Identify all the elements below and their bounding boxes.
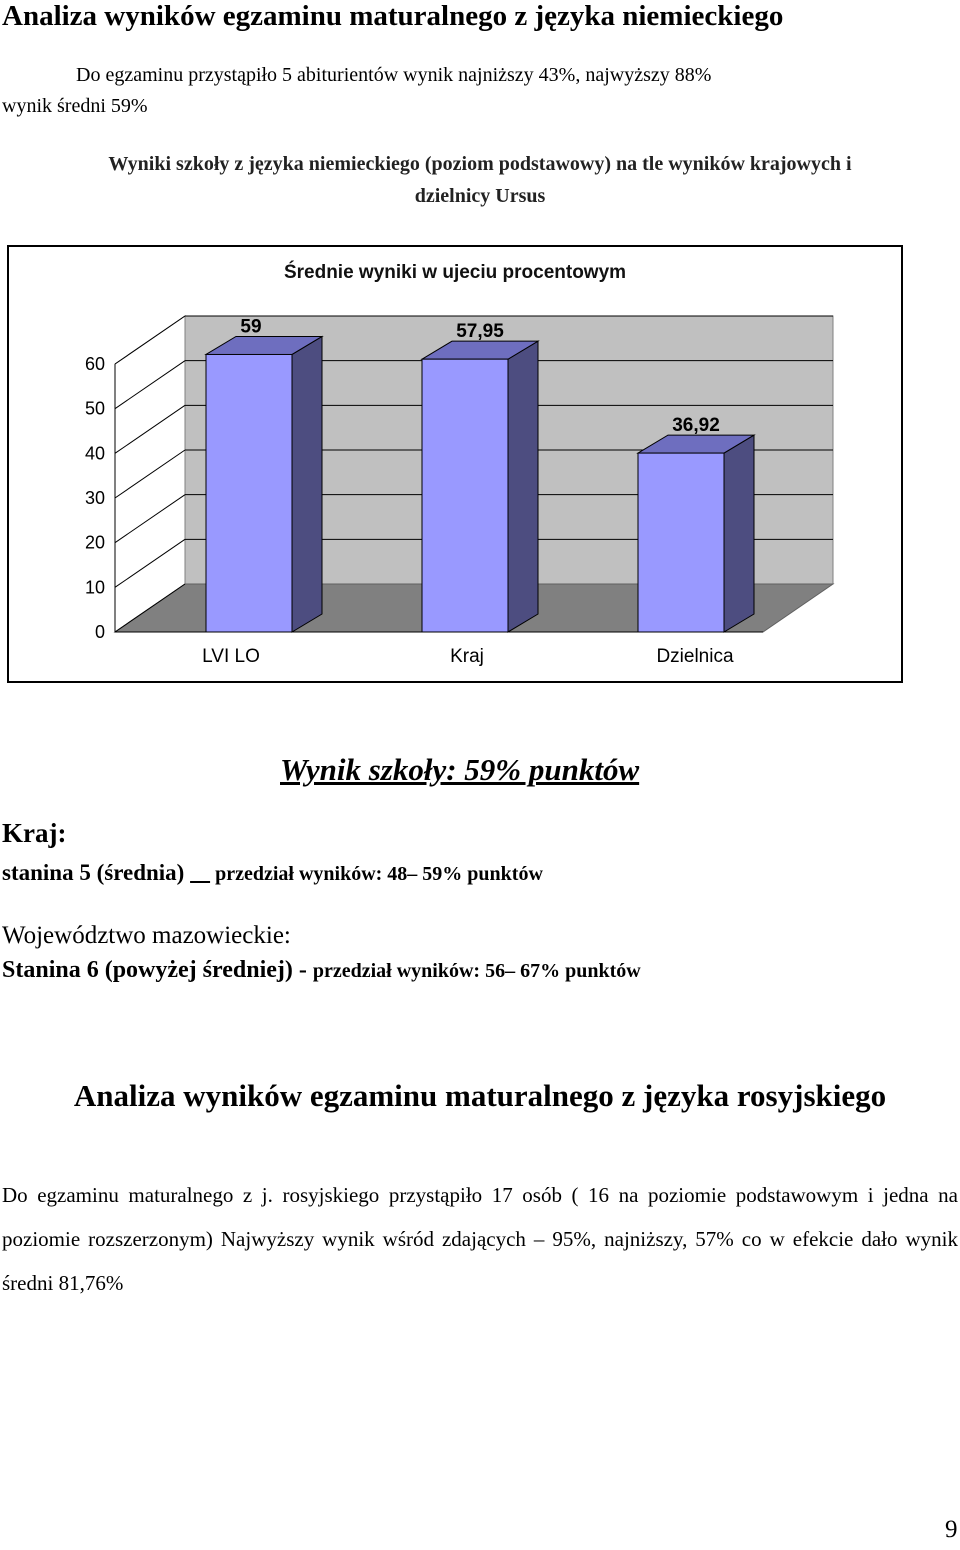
bar — [206, 354, 292, 632]
kraj-stanina-line — [2, 860, 543, 886]
bar — [638, 453, 724, 632]
chart-title: Średnie wyniki w ujeciu procentowym — [283, 262, 627, 283]
y-tick-label: 20 — [84, 532, 105, 553]
bar-data-label: 57,95 — [456, 321, 504, 343]
y-tick-label: 30 — [84, 488, 105, 508]
y-tick-label: 0 — [94, 622, 105, 642]
school-result: Wynik szkoły: 59% punktów — [280, 752, 640, 787]
kraj-stanina: stanina 5 (średnia) — [2, 860, 185, 885]
bar-data-label: 59 — [240, 316, 262, 338]
bar — [422, 359, 508, 632]
voivodeship-range: przedział wyników: 56– 67% punktów — [312, 960, 641, 982]
x-category-label: LVI LO — [202, 646, 260, 667]
kraj-range-label-ul — [190, 863, 210, 885]
y-tick-label: 50 — [84, 398, 105, 419]
y-tick-label: 60 — [84, 354, 105, 374]
russian-paragraph: Do egzaminu maturalnego z j. rosyjskiego przystąpiło 17 osób ( 16 na poziomie podstawowym i jedna na poziomie rozszerzonym) Najwyższy wynik wśród zdających – 95%, najniższy, 57% co w efekcie dało wynik średni 81,76% — [2, 1183, 958, 1295]
y-tick-label: 40 — [84, 443, 105, 464]
page-number: 9 — [945, 1516, 958, 1543]
voivodeship-stanina: Stanina 6 (powyżej średniej) - — [2, 957, 307, 983]
kraj-range-label: przedział wyników: — [215, 863, 383, 885]
bar-side — [292, 336, 322, 632]
x-category-label: Dzielnica — [656, 646, 734, 667]
y-tick-label: 10 — [84, 577, 105, 598]
intro-line-1: Do egzaminu przystąpiło 5 abiturientów wynik najniższy 43%, najwyższy 88% — [76, 64, 712, 86]
bar-side — [724, 435, 754, 632]
section-title-russian: Analiza wyników egzaminu maturalnego z języka rosyjskiego — [73, 1078, 887, 1113]
section-heading-line-2: dzielnicy Ursus — [414, 185, 546, 207]
bar-data-label: 36,92 — [672, 415, 720, 437]
section-heading-line-1: Wyniki szkoły z języka niemieckiego (poziom podstawowy) na tle wyników krajowych i — [108, 153, 852, 175]
voivodeship-label: Województwo mazowieckie: — [2, 922, 291, 949]
intro-line-2: wynik średni 59% — [2, 95, 148, 117]
kraj-label: Kraj: — [2, 818, 67, 848]
page-title: Analiza wyników egzaminu maturalnego z języka niemieckiego — [2, 0, 784, 32]
kraj-range-value: 48– 59% punktów — [387, 863, 543, 885]
voivodeship-stanina-line — [2, 957, 641, 984]
bar-chart — [0, 0, 960, 700]
x-category-label: Kraj — [450, 646, 484, 667]
bar-side — [508, 341, 538, 632]
